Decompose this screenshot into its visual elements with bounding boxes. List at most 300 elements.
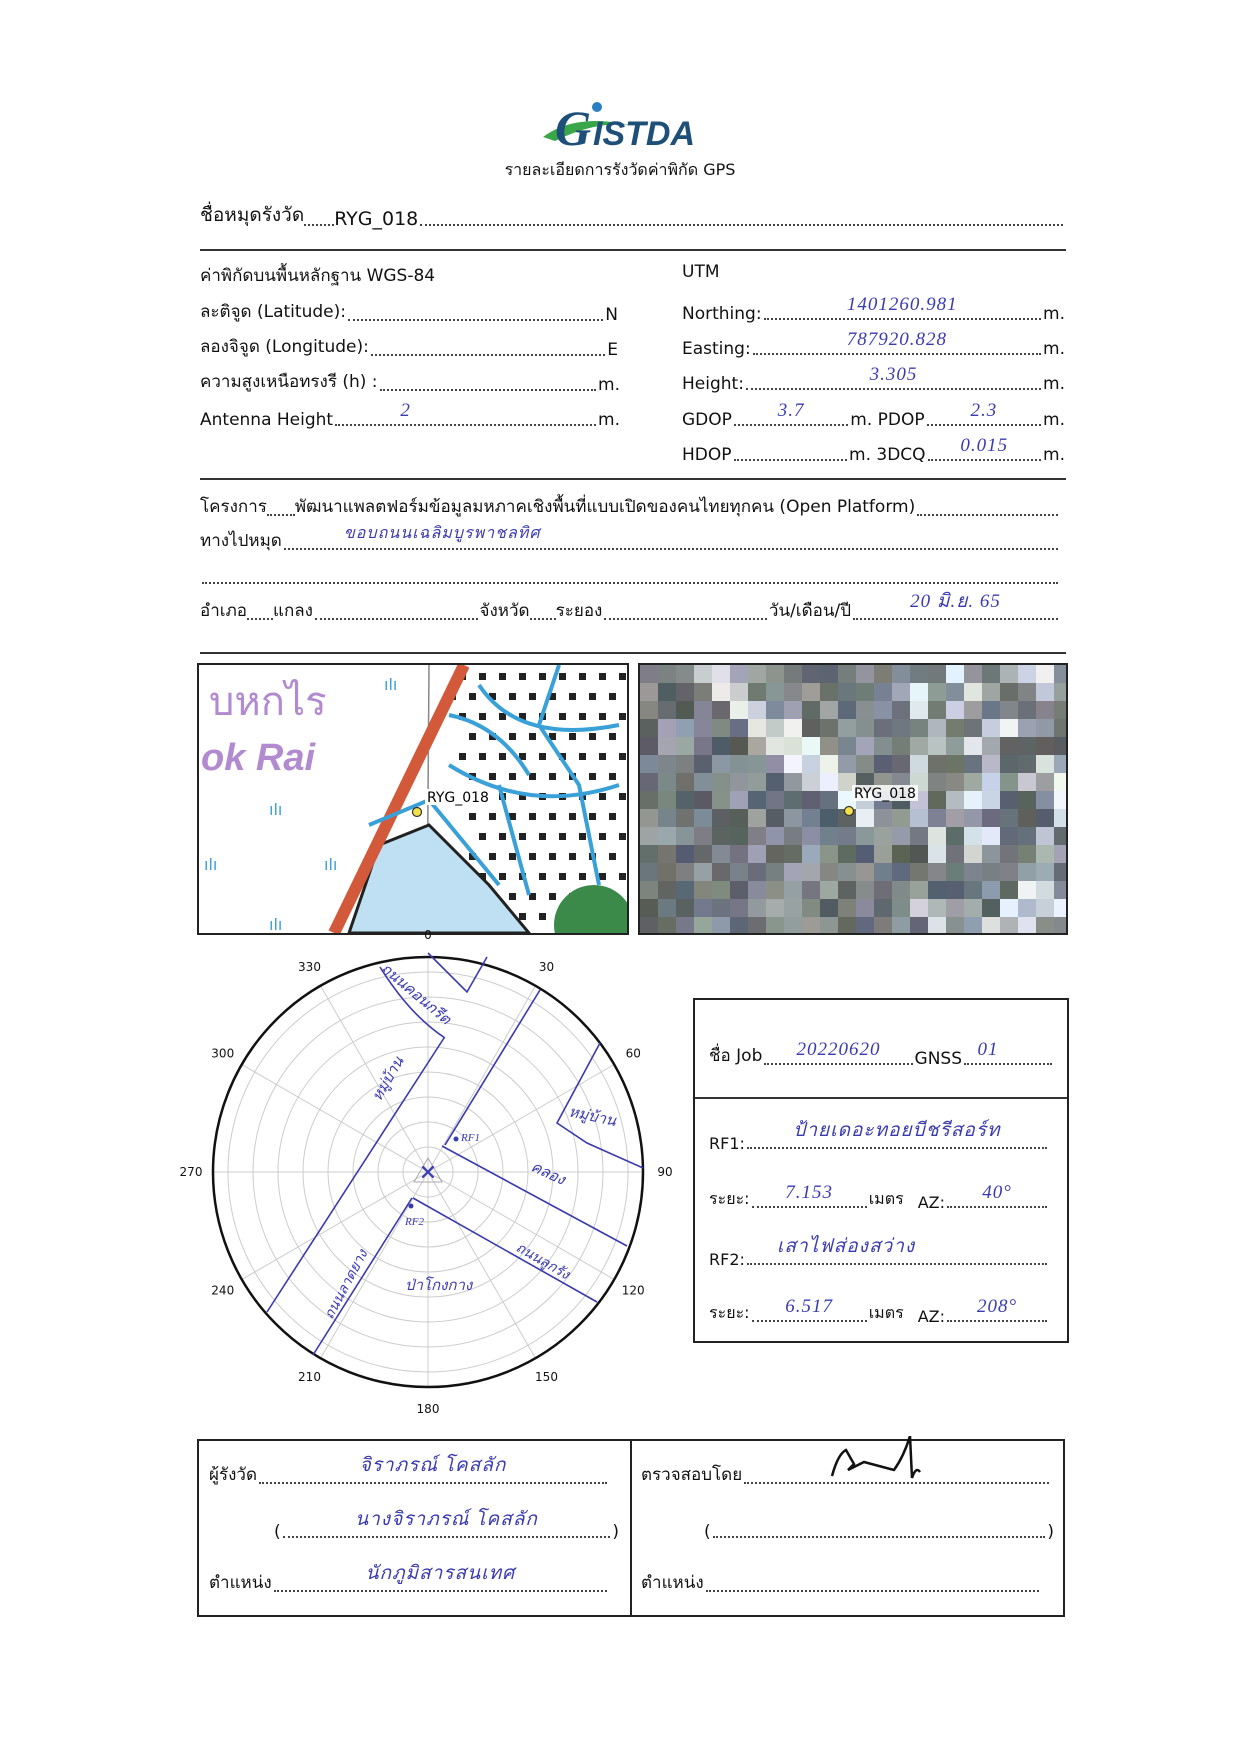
satellite-pixel [892,845,910,863]
topo-building-dot [519,673,526,680]
height-unit: m. [1043,374,1065,394]
satellite-pixel [946,773,964,791]
satellite-pixel [658,881,676,899]
province-value: ระยอง [555,601,603,621]
satellite-pixel [658,899,676,917]
satellite-pixel [730,881,748,899]
topo-building-dot [619,873,626,880]
satellite-pixel [748,737,766,755]
topo-building-dot [609,773,616,780]
rf2-az-value[interactable]: 208° [976,1296,1018,1317]
satellite-pixel [784,845,802,863]
route-value[interactable]: ขอบถนนเฉลิมบูรพาชลทิศ [343,525,541,542]
satellite-pixel [1036,881,1054,899]
topo-building-dot [619,713,626,720]
topo-building-dot [539,753,546,760]
gdop-value[interactable]: 3.7 [777,400,805,421]
satellite-pixel [1018,917,1036,933]
province-label: จังหวัด [479,601,530,621]
satellite-pixel [766,863,784,881]
satellite-pixel [640,683,658,701]
satellite-pixel [730,773,748,791]
satellite-pixel [658,719,676,737]
gdop-label: GDOP [682,410,732,430]
northing-unit: m. [1043,304,1065,324]
satellite-pixel [1000,899,1018,917]
satellite-pixel [910,755,928,773]
satellite-pixel [802,737,820,755]
compass-tick-label: 240 [211,1283,235,1298]
compass-spoke [242,1065,428,1173]
satellite-pixel [946,917,964,933]
survey-point-cross-icon: ✕ [418,1161,438,1186]
satellite-pixel [928,719,946,737]
satellite-pixel [694,665,712,683]
satellite-pixel [676,809,694,827]
satellite-pixel [874,665,892,683]
satellite-pixel [676,863,694,881]
topo-building-dot [589,733,596,740]
topo-building-dot [529,813,536,820]
topo-building-dot [549,853,556,860]
satellite-pixel [1036,809,1054,827]
satellite-pixel [676,755,694,773]
satellite-pixel [928,863,946,881]
topo-building-dot [499,873,506,880]
rf2-sketch-label: RF2 [405,1216,424,1228]
satellite-pixel [712,665,730,683]
pdop-unit: m. [1043,410,1065,430]
satellite-pixel [892,899,910,917]
satellite-pixel [874,701,892,719]
satellite-pixel [748,665,766,683]
satellite-pixel [802,755,820,773]
rf1-label: RF1: [709,1134,745,1153]
satellite-pixel [820,827,838,845]
satellite-pixel [784,773,802,791]
survey-point-marker [845,807,854,816]
satellite-pixel [892,755,910,773]
satellite-pixel [856,845,874,863]
topo-building-dot [529,733,536,740]
satellite-point-label: RYG_018 [854,786,916,802]
topo-building-dot [459,753,466,760]
satellite-pixel [694,809,712,827]
satellite-pixel [712,719,730,737]
topo-building-dot [599,873,606,880]
topo-building-dot [499,713,506,720]
location-row [200,591,1060,624]
surveyor-position-value[interactable]: นักภูมิสารสนเทศ [365,1563,516,1584]
district-label: อำเภอ [200,601,247,621]
compass-tick-label: 30 [538,959,555,974]
satellite-pixel [802,863,820,881]
satellite-pixel [784,863,802,881]
satellite-pixel [748,755,766,773]
satellite-pixel [1018,845,1036,863]
satellite-pixel [676,773,694,791]
satellite-pixel [892,701,910,719]
satellite-pixel [838,899,856,917]
compass-tick-label: 120 [621,1283,645,1298]
topo-building-dot [559,833,566,840]
satellite-pixel [982,665,1000,683]
satellite-pixel [676,665,694,683]
satellite-pixel [946,755,964,773]
satellite-pixel [838,719,856,737]
satellite-pixel [820,863,838,881]
satellite-pixel [784,827,802,845]
satellite-pixel [928,809,946,827]
job-row [709,1039,1054,1069]
satellite-pixel [982,701,1000,719]
concrete-road-label: ถนนคอนกรีต [377,960,454,1029]
satellite-pixel [1036,665,1054,683]
satellite-pixel [640,899,658,917]
satellite-pixel [946,845,964,863]
satellite-pixel [640,863,658,881]
surveyor-fullname[interactable]: นางจิราภรณ์ โคสลัก [355,1509,538,1530]
satellite-pixel [982,773,1000,791]
pdop-value[interactable]: 2.3 [970,400,998,421]
rf2-distance-value[interactable]: 6.517 [785,1296,833,1317]
satellite-pixel [856,881,874,899]
satellite-pixel [802,719,820,737]
satellite-pixel [766,899,784,917]
satellite-pixel [910,719,928,737]
project-value: พัฒนาแพลตฟอร์มข้อมูลมหภาคเชิงพื้นที่แบบเปิดของคนไทยทุกคน (Open Platform) [294,497,916,517]
compass-tick-label: 150 [535,1370,558,1385]
satellite-pixel [784,737,802,755]
topo-building-dot [539,913,546,920]
satellite-pixel [658,755,676,773]
compass-tick-label: 0 [424,930,432,942]
satellite-pixel [910,809,928,827]
height-label: Height: [682,374,744,394]
topo-building-dot [479,713,486,720]
topo-building-dot [599,833,606,840]
divider [200,478,1066,480]
satellite-pixel [676,701,694,719]
satellite-pixel [1018,827,1036,845]
satellite-pixel [802,791,820,809]
satellite-pixel [1018,791,1036,809]
topographic-map [197,663,629,935]
satellite-pixel [694,791,712,809]
satellite-pixel [766,737,784,755]
satellite-pixel [838,701,856,719]
satellite-pixel [730,899,748,917]
satellite-pixel [1036,917,1054,933]
gistda-logo [535,95,715,155]
date-value[interactable]: 20 มิ.ย. 65 [910,591,1001,612]
satellite-pixel [1054,719,1066,737]
rf1-distance-unit: เมตร [868,1189,904,1208]
satellite-pixel [928,665,946,683]
antenna-height-value[interactable]: 2 [400,400,411,421]
topo-building-dot [599,793,606,800]
topo-building-dot [509,733,516,740]
satellite-pixel [982,899,1000,917]
satellite-pixel [946,737,964,755]
satellite-pixel [856,827,874,845]
satellite-pixel [712,737,730,755]
satellite-pixel [928,917,946,933]
satellite-pixel [1036,737,1054,755]
asphalt-road-label: ถนนลาดยาง [322,1247,372,1322]
satellite-pixel [676,791,694,809]
satellite-pixel [892,719,910,737]
satellite-pixel [1054,773,1066,791]
latitude-unit: N [605,305,618,325]
topo-building-dot [489,773,496,780]
satellite-pixel [856,899,874,917]
satellite-pixel [910,827,928,845]
compass-tick-label: 270 [180,1165,203,1179]
satellite-pixel [802,683,820,701]
satellite-pixel [730,701,748,719]
satellite-pixel [874,809,892,827]
divider [200,652,1066,654]
satellite-pixel [694,827,712,845]
satellite-pixel [1054,899,1066,917]
satellite-pixel [820,701,838,719]
svg-text:ılı: ılı [384,675,398,694]
satellite-pixel [640,791,658,809]
longitude-unit: E [607,340,618,360]
satellite-pixel [802,665,820,683]
topo-point-label: RYG_018 [427,790,489,806]
topo-map-graphic [199,665,627,933]
satellite-pixel [658,683,676,701]
satellite-pixel [1036,755,1054,773]
satellite-pixel [910,701,928,719]
satellite-pixel [892,683,910,701]
satellite-pixel [712,899,730,917]
divider [630,1441,632,1615]
satellite-pixel [1000,845,1018,863]
satellite-pixel [676,737,694,755]
topo-place-en: ok Rai [201,737,316,779]
topo-building-dot [579,873,586,880]
satellite-pixel [964,683,982,701]
satellite-pixel [676,683,694,701]
satellite-pixel [730,737,748,755]
satellite-pixel [1000,737,1018,755]
topo-building-dot [509,773,516,780]
satellite-pixel [1018,683,1036,701]
satellite-pixel [946,665,964,683]
rf1-distance-row [709,1182,1049,1212]
topo-building-dot [619,753,626,760]
gnss-value[interactable]: 01 [977,1039,999,1060]
satellite-pixel [766,773,784,791]
easting-unit: m. [1043,339,1065,359]
rf1-sketch-label: RF1 [461,1132,480,1144]
topo-building-dot [559,713,566,720]
satellite-pixel [928,827,946,845]
northing-value[interactable]: 1401260.981 [846,294,958,315]
topo-building-dot [489,853,496,860]
satellite-pixel [658,701,676,719]
topo-building-dot [519,833,526,840]
satellite-pixel [676,827,694,845]
topo-building-dot [479,673,486,680]
satellite-pixel [802,845,820,863]
northing-label: Northing: [682,304,762,324]
satellite-pixel [820,665,838,683]
compass-tick-label: 300 [211,1046,235,1061]
satellite-pixel [694,845,712,863]
checker-signature[interactable] [824,1436,954,1486]
topo-building-dot [589,773,596,780]
rf1-az-value[interactable]: 40° [982,1182,1012,1203]
satellite-pixel [892,827,910,845]
satellite-pixel [784,881,802,899]
satellite-pixel [820,719,838,737]
satellite-pixel [1054,863,1066,881]
satellite-pixel [892,863,910,881]
compass-tick-label: 90 [657,1165,673,1179]
satellite-pixel [874,917,892,933]
rf2-value[interactable]: เสาไฟส่องสว่าง [776,1236,916,1257]
easting-row [682,329,1065,359]
satellite-pixel [712,683,730,701]
satellite-pixel [748,827,766,845]
satellite-pixel [964,719,982,737]
route-continuation [200,562,1060,588]
topo-building-dot [579,833,586,840]
satellite-pixel [784,683,802,701]
satellite-pixel [1054,827,1066,845]
satellite-pixel [1054,809,1066,827]
satellite-pixel [766,791,784,809]
job-value[interactable]: 20220620 [796,1039,881,1060]
gnss-label: GNSS [914,1049,962,1069]
satellite-pixel [982,845,1000,863]
topo-building-dot [509,693,516,700]
satellite-pixel [766,683,784,701]
satellite-pixel [1036,719,1054,737]
satellite-pixel [820,683,838,701]
satellite-pixel [1018,665,1036,683]
satellite-pixel [658,737,676,755]
satellite-pixel [838,917,856,933]
satellite-pixel [748,719,766,737]
satellite-pixel [802,773,820,791]
rf1-distance-value[interactable]: 7.153 [785,1182,833,1203]
satellite-pixel [694,737,712,755]
topo-building-dot [569,693,576,700]
satellite-pixel [640,665,658,683]
satellite-pixel [964,755,982,773]
satellite-pixel [1000,917,1018,933]
satellite-pixel [766,827,784,845]
rf2-marker [409,1204,414,1209]
surveyor-fullname-row: ( นางจิราภรณ์ โคสลัก ) [274,1516,619,1542]
ellipsoid-height-label: ความสูงเหนือทรงรี (h) : [200,372,378,392]
satellite-pixel [820,809,838,827]
satellite-pixel [640,719,658,737]
satellite-pixel [910,683,928,701]
satellite-pixel [910,845,928,863]
topo-building-dot [609,813,616,820]
satellite-pixel [838,827,856,845]
satellite-pixel [1000,719,1018,737]
satellite-pixel [730,863,748,881]
topo-building-dot [579,713,586,720]
gdop-pdop-row [682,400,1065,430]
satellite-pixel [658,845,676,863]
village-west-label: หมู่บ้าน [369,1054,408,1104]
satellite-pixel [730,755,748,773]
satellite-pixel [712,773,730,791]
compass-spoke [321,1172,429,1358]
svg-text:ISTDA: ISTDA [593,115,695,153]
satellite-pixel [694,899,712,917]
topo-building-dot [579,673,586,680]
satellite-pixel [838,845,856,863]
easting-value[interactable]: 787920.828 [846,329,947,350]
rf1-value[interactable]: ป้ายเดอะทอยบีชรีสอร์ท [793,1120,1001,1141]
satellite-pixel [1054,917,1066,933]
topo-building-dot [619,673,626,680]
height-value[interactable]: 3.305 [869,364,918,385]
longitude-label: ลองจิจูด (Longitude): [200,337,369,357]
northing-row [682,294,1065,324]
topo-building-dot [609,733,616,740]
svg-text:ılı: ılı [204,855,218,874]
satellite-pixel [748,809,766,827]
satellite-pixel [640,881,658,899]
divider [695,1097,1067,1099]
rf1-row [709,1120,1049,1153]
satellite-pixel [838,737,856,755]
height-row [682,364,1065,394]
date-label: วัน/เดือน/ปี [768,601,852,621]
satellite-pixel [694,683,712,701]
satellite-pixel [712,701,730,719]
satellite-pixel [820,899,838,917]
satellite-pixel [1000,773,1018,791]
topo-building-dot [599,753,606,760]
satellite-pixel [802,899,820,917]
surveyor-position-row [209,1563,609,1596]
satellite-pixel [1054,683,1066,701]
satellite-pixel [748,701,766,719]
satellite-pixel [928,683,946,701]
dcq-label: m. 3DCQ [849,445,926,465]
compass-spoke [242,1172,428,1280]
satellite-pixel [1000,863,1018,881]
satellite-pixel [1018,899,1036,917]
checker-row [641,1461,1051,1488]
satellite-pixel [856,665,874,683]
satellite-pixel [748,917,766,933]
topo-building-dot [469,813,476,820]
satellite-pixel [946,683,964,701]
topo-building-dot [569,813,576,820]
job-label: ชื่อ Job [709,1046,763,1066]
station-name-row [200,200,1065,230]
satellite-pixel [874,845,892,863]
dcq-value[interactable]: 0.015 [960,435,1009,456]
satellite-pixel [874,899,892,917]
satellite-pixel [820,845,838,863]
satellite-pixel [964,899,982,917]
satellite-pixel [784,809,802,827]
surveyor-signature[interactable]: จิราภรณ์ โคสลัก [359,1455,507,1476]
